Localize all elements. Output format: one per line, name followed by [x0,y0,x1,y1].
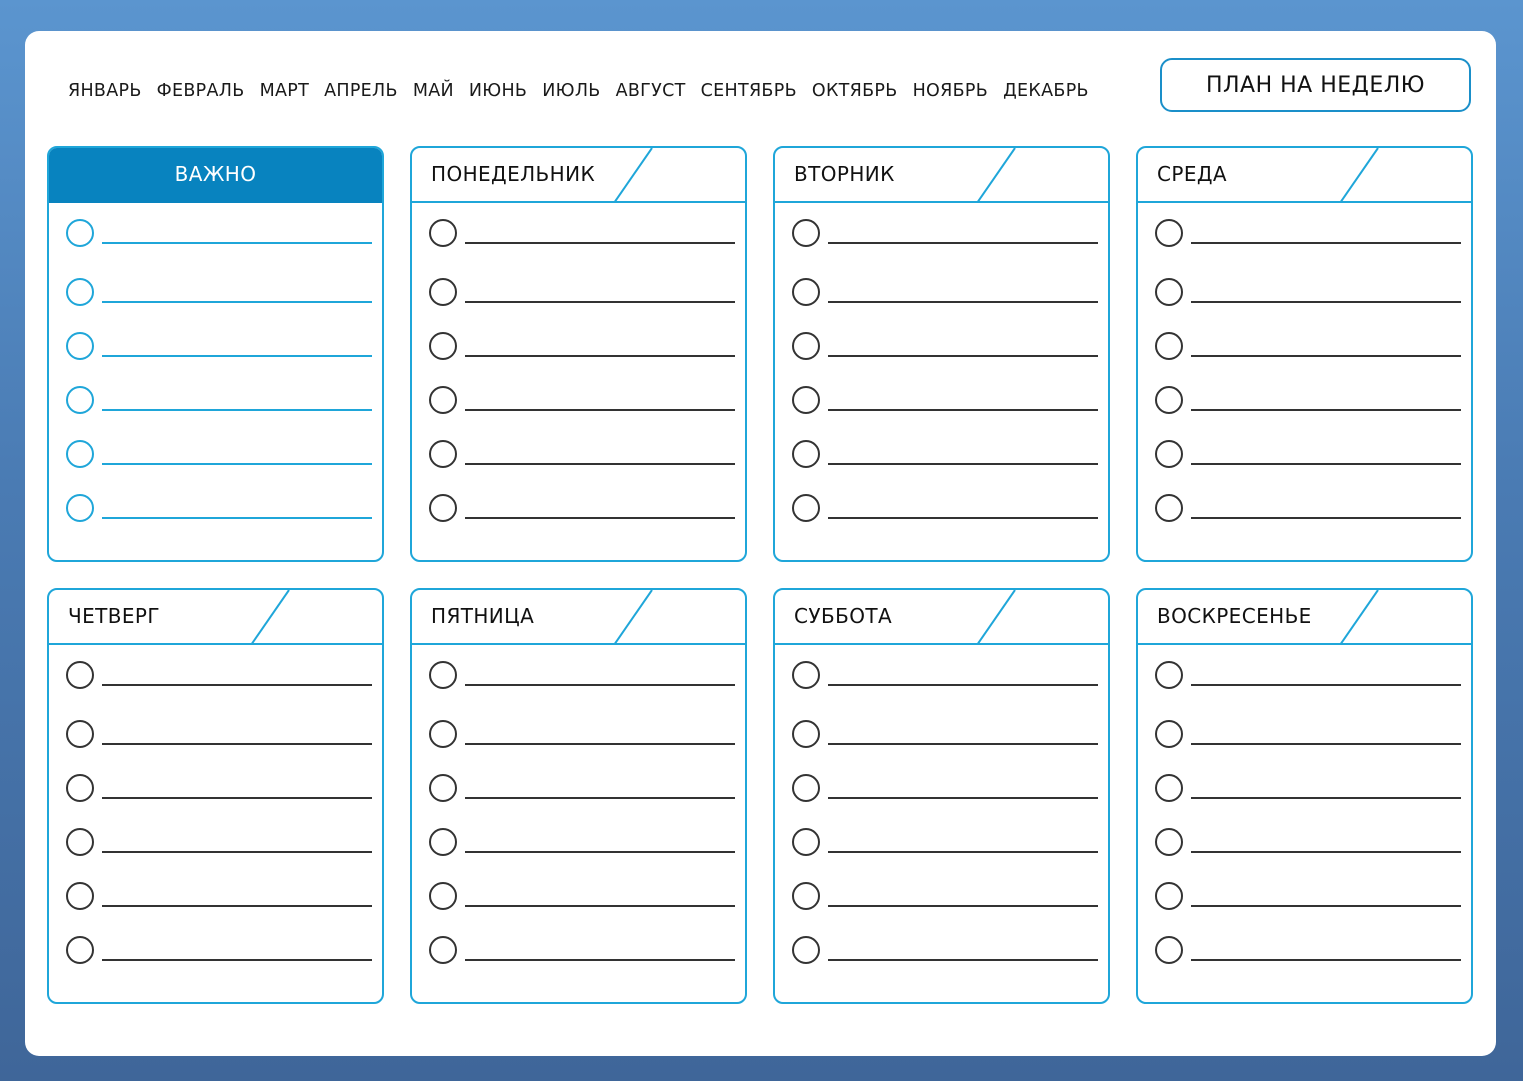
task-line[interactable] [828,851,1098,853]
task-row [412,332,745,368]
task-line[interactable] [102,743,372,745]
task-line[interactable] [465,743,735,745]
task-checkbox[interactable] [1155,828,1183,856]
task-line[interactable] [1191,851,1461,853]
task-checkbox[interactable] [429,440,457,468]
task-row [775,720,1108,756]
task-row [775,774,1108,810]
card-title: ВТОРНИК [794,162,895,186]
task-checkbox[interactable] [429,936,457,964]
task-checkbox[interactable] [66,278,94,306]
task-row [49,219,382,255]
task-line[interactable] [828,242,1098,244]
month-december[interactable]: ДЕКАБРЬ [1003,81,1089,101]
task-checkbox[interactable] [792,332,820,360]
task-row [49,828,382,864]
task-line[interactable] [102,242,372,244]
task-line[interactable] [102,409,372,411]
task-row [412,219,745,255]
task-checkbox[interactable] [429,661,457,689]
task-line[interactable] [465,409,735,411]
task-line[interactable] [828,409,1098,411]
task-checkbox[interactable] [429,494,457,522]
month-june[interactable]: ИЮНЬ [468,81,528,101]
task-line[interactable] [828,463,1098,465]
task-checkbox[interactable] [429,278,457,306]
card-header [775,590,1108,645]
month-february[interactable]: ФЕВРАЛЬ [156,81,245,101]
task-row [49,882,382,918]
task-line[interactable] [1191,905,1461,907]
task-checkbox[interactable] [66,219,94,247]
task-row [1138,219,1471,255]
task-checkbox[interactable] [792,720,820,748]
task-row [49,661,382,697]
task-line[interactable] [465,959,735,961]
task-line[interactable] [828,743,1098,745]
task-row [49,720,382,756]
task-checkbox[interactable] [1155,386,1183,414]
task-line[interactable] [828,355,1098,357]
card-saturday [773,588,1110,1004]
task-line[interactable] [102,463,372,465]
task-line[interactable] [102,684,372,686]
card-title: ВОСКРЕСЕНЬЕ [1157,604,1312,628]
task-row [775,332,1108,368]
task-checkbox[interactable] [1155,882,1183,910]
task-row [1138,661,1471,697]
task-checkbox[interactable] [66,661,94,689]
task-checkbox[interactable] [792,494,820,522]
task-row [1138,882,1471,918]
task-checkbox[interactable] [66,494,94,522]
card-wednesday [1136,146,1473,562]
task-row [1138,332,1471,368]
month-january[interactable]: ЯНВАРЬ [68,81,142,101]
task-row [1138,278,1471,314]
task-row [775,661,1108,697]
task-line[interactable] [1191,242,1461,244]
card-header [412,590,745,645]
task-checkbox[interactable] [792,774,820,802]
task-checkbox[interactable] [1155,440,1183,468]
task-row [1138,936,1471,972]
task-row [412,774,745,810]
task-row [412,936,745,972]
card-tuesday [773,146,1110,562]
task-row [49,386,382,422]
task-row [49,278,382,314]
task-line[interactable] [102,517,372,519]
task-line[interactable] [465,797,735,799]
task-row [775,828,1108,864]
task-row [412,882,745,918]
card-thursday [47,588,384,1004]
task-checkbox[interactable] [66,882,94,910]
task-row [49,332,382,368]
task-checkbox[interactable] [66,720,94,748]
card-header [1138,148,1471,203]
task-checkbox[interactable] [1155,720,1183,748]
card-title: ПЯТНИЦА [431,604,535,628]
task-checkbox[interactable] [429,720,457,748]
card-friday [410,588,747,1004]
task-checkbox[interactable] [792,882,820,910]
task-row [412,440,745,476]
card-monday [410,146,747,562]
task-line[interactable] [1191,517,1461,519]
task-line[interactable] [828,905,1098,907]
task-checkbox[interactable] [792,661,820,689]
task-checkbox[interactable] [66,332,94,360]
task-checkbox[interactable] [792,936,820,964]
task-row [775,219,1108,255]
task-checkbox[interactable] [429,882,457,910]
task-line[interactable] [465,355,735,357]
task-line[interactable] [465,905,735,907]
task-row [775,494,1108,530]
task-line[interactable] [828,959,1098,961]
task-row [1138,494,1471,530]
month-april[interactable]: АПРЕЛЬ [324,81,398,101]
task-row [1138,828,1471,864]
card-title: ПОНЕДЕЛЬНИК [431,162,596,186]
task-row [1138,774,1471,810]
card-title: ВАЖНО [174,162,257,186]
task-row [775,386,1108,422]
task-line[interactable] [102,301,372,303]
task-row [1138,440,1471,476]
task-checkbox[interactable] [429,219,457,247]
task-checkbox[interactable] [429,828,457,856]
task-line[interactable] [1191,301,1461,303]
task-row [49,440,382,476]
task-checkbox[interactable] [1155,774,1183,802]
task-row [412,661,745,697]
task-row [775,936,1108,972]
task-line[interactable] [465,684,735,686]
card-title: СРЕДА [1157,162,1227,186]
task-checkbox[interactable] [1155,936,1183,964]
month-july[interactable]: ИЮЛЬ [542,81,601,101]
task-checkbox[interactable] [1155,219,1183,247]
task-row [412,278,745,314]
planner-sheet [25,31,1496,1056]
task-checkbox[interactable] [1155,332,1183,360]
task-checkbox[interactable] [66,440,94,468]
card-title: ЧЕТВЕРГ [68,604,160,628]
task-line[interactable] [1191,409,1461,411]
task-checkbox[interactable] [429,386,457,414]
task-checkbox[interactable] [1155,278,1183,306]
task-row [49,494,382,530]
task-line[interactable] [102,797,372,799]
month-list [68,80,1089,102]
task-line[interactable] [465,301,735,303]
task-line[interactable] [465,463,735,465]
task-row [775,440,1108,476]
task-checkbox[interactable] [792,828,820,856]
plan-for-week-button[interactable]: ПЛАН НА НЕДЕЛЮ [1160,58,1471,112]
card-header [775,148,1108,203]
task-line[interactable] [1191,463,1461,465]
task-checkbox[interactable] [66,936,94,964]
task-row [775,278,1108,314]
card-sunday [1136,588,1473,1004]
task-line[interactable] [102,905,372,907]
task-row [49,936,382,972]
task-checkbox[interactable] [66,386,94,414]
task-checkbox[interactable] [1155,494,1183,522]
card-header [1138,590,1471,645]
task-row [1138,720,1471,756]
task-line[interactable] [1191,959,1461,961]
task-checkbox[interactable] [429,774,457,802]
task-line[interactable] [1191,797,1461,799]
task-line[interactable] [465,851,735,853]
month-september[interactable]: СЕНТЯБРЬ [700,81,797,101]
month-august[interactable]: АВГУСТ [615,81,686,101]
task-line[interactable] [828,684,1098,686]
task-line[interactable] [1191,743,1461,745]
card-important [47,146,384,562]
task-line[interactable] [465,517,735,519]
card-title: СУББОТА [794,604,893,628]
task-checkbox[interactable] [792,278,820,306]
task-row [412,386,745,422]
month-may[interactable]: МАЙ [412,81,454,101]
card-header [49,590,382,645]
task-line[interactable] [828,797,1098,799]
card-header [49,148,382,203]
task-checkbox[interactable] [792,386,820,414]
task-line[interactable] [828,517,1098,519]
card-header [412,148,745,203]
task-checkbox[interactable] [792,219,820,247]
task-line[interactable] [1191,684,1461,686]
task-row [49,774,382,810]
task-checkbox[interactable] [792,440,820,468]
task-checkbox[interactable] [1155,661,1183,689]
month-march[interactable]: МАРТ [259,81,310,101]
task-checkbox[interactable] [66,774,94,802]
task-line[interactable] [465,242,735,244]
task-row [775,882,1108,918]
task-row [412,494,745,530]
task-line[interactable] [828,301,1098,303]
task-row [1138,386,1471,422]
month-october[interactable]: ОКТЯБРЬ [811,81,898,101]
task-checkbox[interactable] [429,332,457,360]
task-line[interactable] [1191,355,1461,357]
task-line[interactable] [102,355,372,357]
task-line[interactable] [102,959,372,961]
task-row [412,720,745,756]
task-checkbox[interactable] [66,828,94,856]
task-row [412,828,745,864]
month-november[interactable]: НОЯБРЬ [912,81,989,101]
task-line[interactable] [102,851,372,853]
